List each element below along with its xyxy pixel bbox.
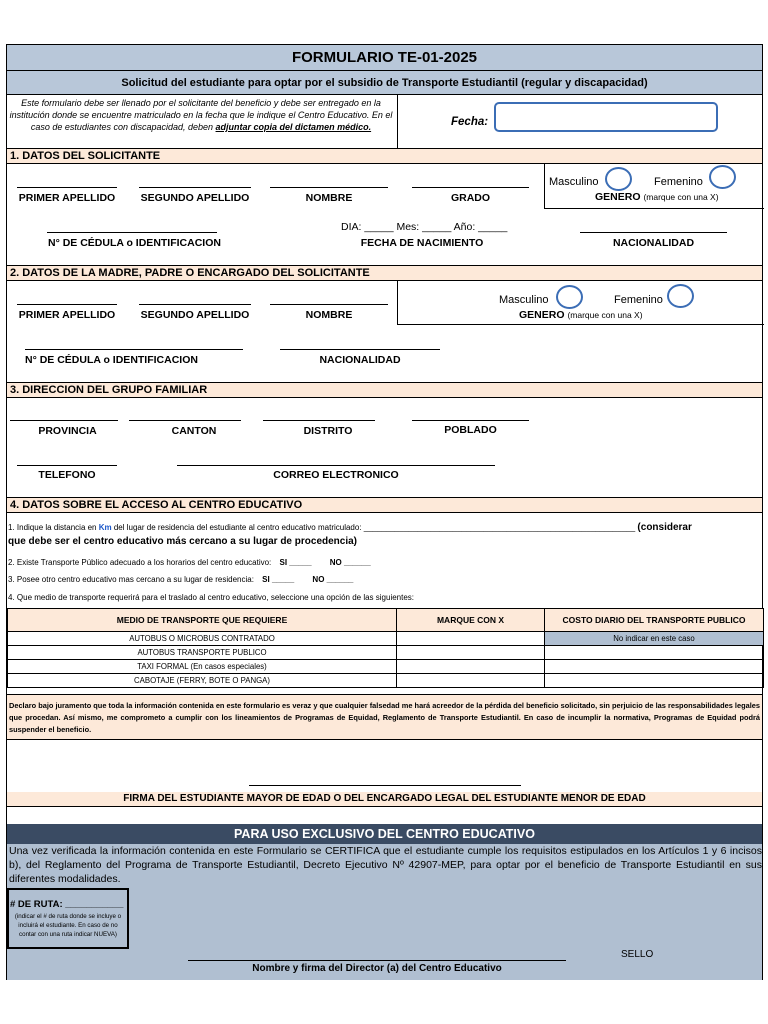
- s1-genero-note: (marque con una X): [643, 192, 719, 202]
- section4-header: 4. DATOS SOBRE EL ACCESO AL CENTRO EDUCATIVO: [7, 497, 762, 513]
- s2-segundo-apellido-line[interactable]: [139, 304, 251, 305]
- s4-q1-text-d: que debe ser el centro educativo más cercano a su lugar de procedencia): [8, 536, 358, 547]
- costo-cell: No indicar en este caso: [545, 632, 764, 646]
- s1-cedula-line[interactable]: [47, 232, 217, 233]
- signature-line[interactable]: [249, 785, 521, 786]
- office-header: PARA USO EXCLUSIVO DEL CENTRO EDUCATIVO: [7, 824, 762, 844]
- s1-femenino-label: Femenino: [654, 176, 703, 188]
- s3-canton-line[interactable]: [129, 420, 241, 421]
- costo-cell[interactable]: [545, 646, 764, 660]
- s2-nacionalidad-label: NACIONALIDAD: [319, 354, 401, 366]
- s2-femenino-circle[interactable]: [667, 284, 694, 308]
- s2-cedula-line[interactable]: [25, 349, 243, 350]
- s2-genero-label: [519, 309, 643, 321]
- s4-q1-text-c: (considerar: [637, 522, 692, 533]
- s3-telefono-label: TELEFONO: [38, 469, 96, 481]
- transport-table: [7, 608, 764, 688]
- fecha-label: Fecha:: [451, 116, 489, 128]
- marque-cell[interactable]: [397, 632, 545, 646]
- s1-nacionalidad-label: NACIONALIDAD: [612, 237, 695, 249]
- ruta-box[interactable]: [7, 888, 129, 949]
- s3-distrito-line[interactable]: [263, 420, 375, 421]
- marque-cell[interactable]: [397, 660, 545, 674]
- s1-grado-label: GRADO: [450, 192, 491, 204]
- s3-poblado-label: POBLADO: [444, 424, 497, 436]
- declaration: Declaro bajo juramento que toda la información contenida en este formulario es veraz y que cualquier falsedad me hará acreedor de la pérdida del beneficio solicitado, sin perjuicio de las responsabilidades legales que procedan. Así mismo, me comprometo a cumplir con los lineamientos de Programas de Equidad, Reglamento de Transporte Estudiantil. En caso de incumplir la normativa, Programas de Equidad podrá suspender el beneficio.: [7, 694, 762, 740]
- s1-genero-box: [544, 164, 764, 209]
- instructions: [9, 97, 393, 133]
- s1-cedula-label: N° DE CÉDULA o IDENTIFICACION: [48, 237, 221, 249]
- s1-nombre-label: NOMBRE: [305, 192, 353, 204]
- director-signature-line[interactable]: [188, 960, 566, 961]
- s2-primer-apellido-line[interactable]: [17, 304, 117, 305]
- s1-primer-apellido-line[interactable]: [17, 187, 117, 188]
- transport-option: AUTOBUS TRANSPORTE PUBLICO: [8, 646, 397, 660]
- fecha-input[interactable]: [494, 102, 718, 132]
- s2-nombre-line[interactable]: [270, 304, 388, 305]
- s1-masculino-label: Masculino: [549, 176, 599, 188]
- s4-q1-km: Km: [98, 523, 112, 532]
- s1-segundo-apellido-label: SEGUNDO APELLIDO: [140, 192, 250, 204]
- costo-cell[interactable]: [545, 660, 764, 674]
- s1-fecha-nac-label: FECHA DE NACIMIENTO: [360, 237, 484, 249]
- s1-segundo-apellido-line[interactable]: [139, 187, 251, 188]
- form-title: FORMULARIO TE-01-2025: [7, 45, 762, 71]
- sello-label: SELLO: [621, 949, 654, 960]
- s4-q1-text-a: 1. Indique la distancia en: [8, 523, 99, 532]
- s2-genero-box: [397, 281, 764, 325]
- costo-cell[interactable]: [545, 674, 764, 688]
- transport-table-header: [8, 609, 764, 632]
- s2-nacionalidad-line[interactable]: [280, 349, 440, 350]
- signature-label: FIRMA DEL ESTUDIANTE MAYOR DE EDAD O DEL ENCARGADO LEGAL DEL ESTUDIANTE MENOR DE EDAD: [7, 792, 762, 807]
- fecha-cell-border: [397, 95, 398, 148]
- s2-masculino-label: Masculino: [499, 294, 549, 306]
- office-certification-text: Una vez verificada la información contenida en este Formulario se CERTIFICA que el estudiante cumple los requisitos estipulados en los Artículos 1 y 6 incisos b), del Reglamento del Programa de Transporte Estudiantil, Decreto Ejecutivo Nº 42907-MEP, para optar por el beneficio de Transporte Estudiantil en sus diferentes modalidades.: [9, 845, 762, 885]
- marque-cell[interactable]: [397, 646, 545, 660]
- table-row: [8, 632, 764, 646]
- s4-q2: [8, 558, 371, 567]
- s3-distrito-label: DISTRITO: [303, 425, 353, 437]
- th-medio: MEDIO DE TRANSPORTE QUE REQUIERE: [8, 609, 397, 632]
- s4-q2-no[interactable]: NO ______: [329, 558, 371, 567]
- table-row: [8, 660, 764, 674]
- director-label: Nombre y firma del Director (a) del Centro Educativo: [252, 963, 502, 974]
- s1-grado-line[interactable]: [412, 187, 529, 188]
- s4-q4: 4. Que medio de transporte requerirá para el traslado al centro educativo, seleccione una opción de las siguientes:: [8, 593, 415, 602]
- transport-option: TAXI FORMAL (En casos especiales): [8, 660, 397, 674]
- s3-telefono-line[interactable]: [17, 465, 117, 466]
- s4-q2-text: 2. Existe Transporte Público adecuado a los horarios del centro educativo:: [8, 558, 272, 567]
- s1-nacionalidad-line[interactable]: [580, 232, 727, 233]
- s2-genero-title: GENERO: [519, 309, 565, 321]
- instructions-text: Este formulario debe ser llenado por el solicitante del beneficio y debe ser entregado en la institución donde se encuentre matriculado en la fecha que le indique el Centro Educativo. En el caso de estudiantes con discapacidad, deben: [9, 98, 393, 132]
- s3-provincia-label: PROVINCIA: [38, 425, 97, 437]
- s1-femenino-circle[interactable]: [709, 165, 736, 189]
- table-row: [8, 646, 764, 660]
- s2-femenino-label: Femenino: [614, 294, 663, 306]
- th-costo: COSTO DIARIO DEL TRANSPORTE PUBLICO: [545, 609, 764, 632]
- s2-cedula-label: N° DE CÉDULA o IDENTIFICACION: [25, 354, 198, 366]
- s3-correo-label: CORREO ELECTRONICO: [273, 469, 399, 481]
- s1-genero-title: GENERO: [595, 191, 641, 203]
- s1-masculino-circle[interactable]: [605, 167, 632, 191]
- section1-header: 1. DATOS DEL SOLICITANTE: [7, 148, 762, 164]
- s1-genero-label: [595, 191, 719, 203]
- s4-q1-text-b: del lugar de residencia del estudiante al centro educativo matriculado: _____________________________________________________________: [111, 523, 636, 532]
- s4-q3-text: 3. Posee otro centro educativo mas cercano a su lugar de residencia:: [8, 575, 254, 584]
- s2-segundo-apellido-label: SEGUNDO APELLIDO: [140, 309, 250, 321]
- ruta-label: # DE RUTA: ___________: [10, 899, 124, 910]
- instructions-emphasis: adjuntar copia del dictamen médico.: [215, 122, 372, 132]
- s3-canton-label: CANTON: [171, 425, 217, 437]
- s1-fecha-nac-fields[interactable]: DIA: _____ Mes: _____ Año: _____: [341, 221, 508, 233]
- s3-provincia-line[interactable]: [10, 420, 118, 421]
- s4-q3-no[interactable]: NO ______: [312, 575, 354, 584]
- s4-q3-si[interactable]: SI _____: [262, 575, 295, 584]
- ruta-note: (indicar el # de ruta donde se incluye o incluirá el estudiante. En caso de no contar con una ruta indicar NUEVA): [14, 913, 122, 938]
- s2-nombre-label: NOMBRE: [305, 309, 353, 321]
- form-subtitle: Solicitud del estudiante para optar por el subsidio de Transporte Estudiantil (regular y discapacidad): [7, 71, 762, 95]
- section3-header: 3. DIRECCION DEL GRUPO FAMILIAR: [7, 382, 762, 398]
- s2-masculino-circle[interactable]: [556, 285, 583, 309]
- marque-cell[interactable]: [397, 674, 545, 688]
- s2-primer-apellido-label: PRIMER APELLIDO: [18, 309, 116, 321]
- s1-primer-apellido-label: PRIMER APELLIDO: [18, 192, 116, 204]
- s2-genero-note: (marque con una X): [567, 310, 643, 320]
- form-container: [6, 44, 763, 980]
- s3-correo-line[interactable]: [177, 465, 495, 466]
- th-marque: MARQUE CON X: [397, 609, 545, 632]
- s4-q3: [8, 575, 353, 584]
- transport-option: CABOTAJE (FERRY, BOTE O PANGA): [8, 674, 397, 688]
- transport-option: AUTOBUS O MICROBUS CONTRATADO: [8, 632, 397, 646]
- s1-nombre-line[interactable]: [270, 187, 388, 188]
- section2-header: 2. DATOS DE LA MADRE, PADRE O ENCARGADO DEL SOLICITANTE: [7, 265, 762, 281]
- s4-q1[interactable]: [8, 521, 762, 549]
- table-row: [8, 674, 764, 688]
- s3-poblado-line[interactable]: [412, 420, 529, 421]
- s4-q2-si[interactable]: SI _____: [279, 558, 312, 567]
